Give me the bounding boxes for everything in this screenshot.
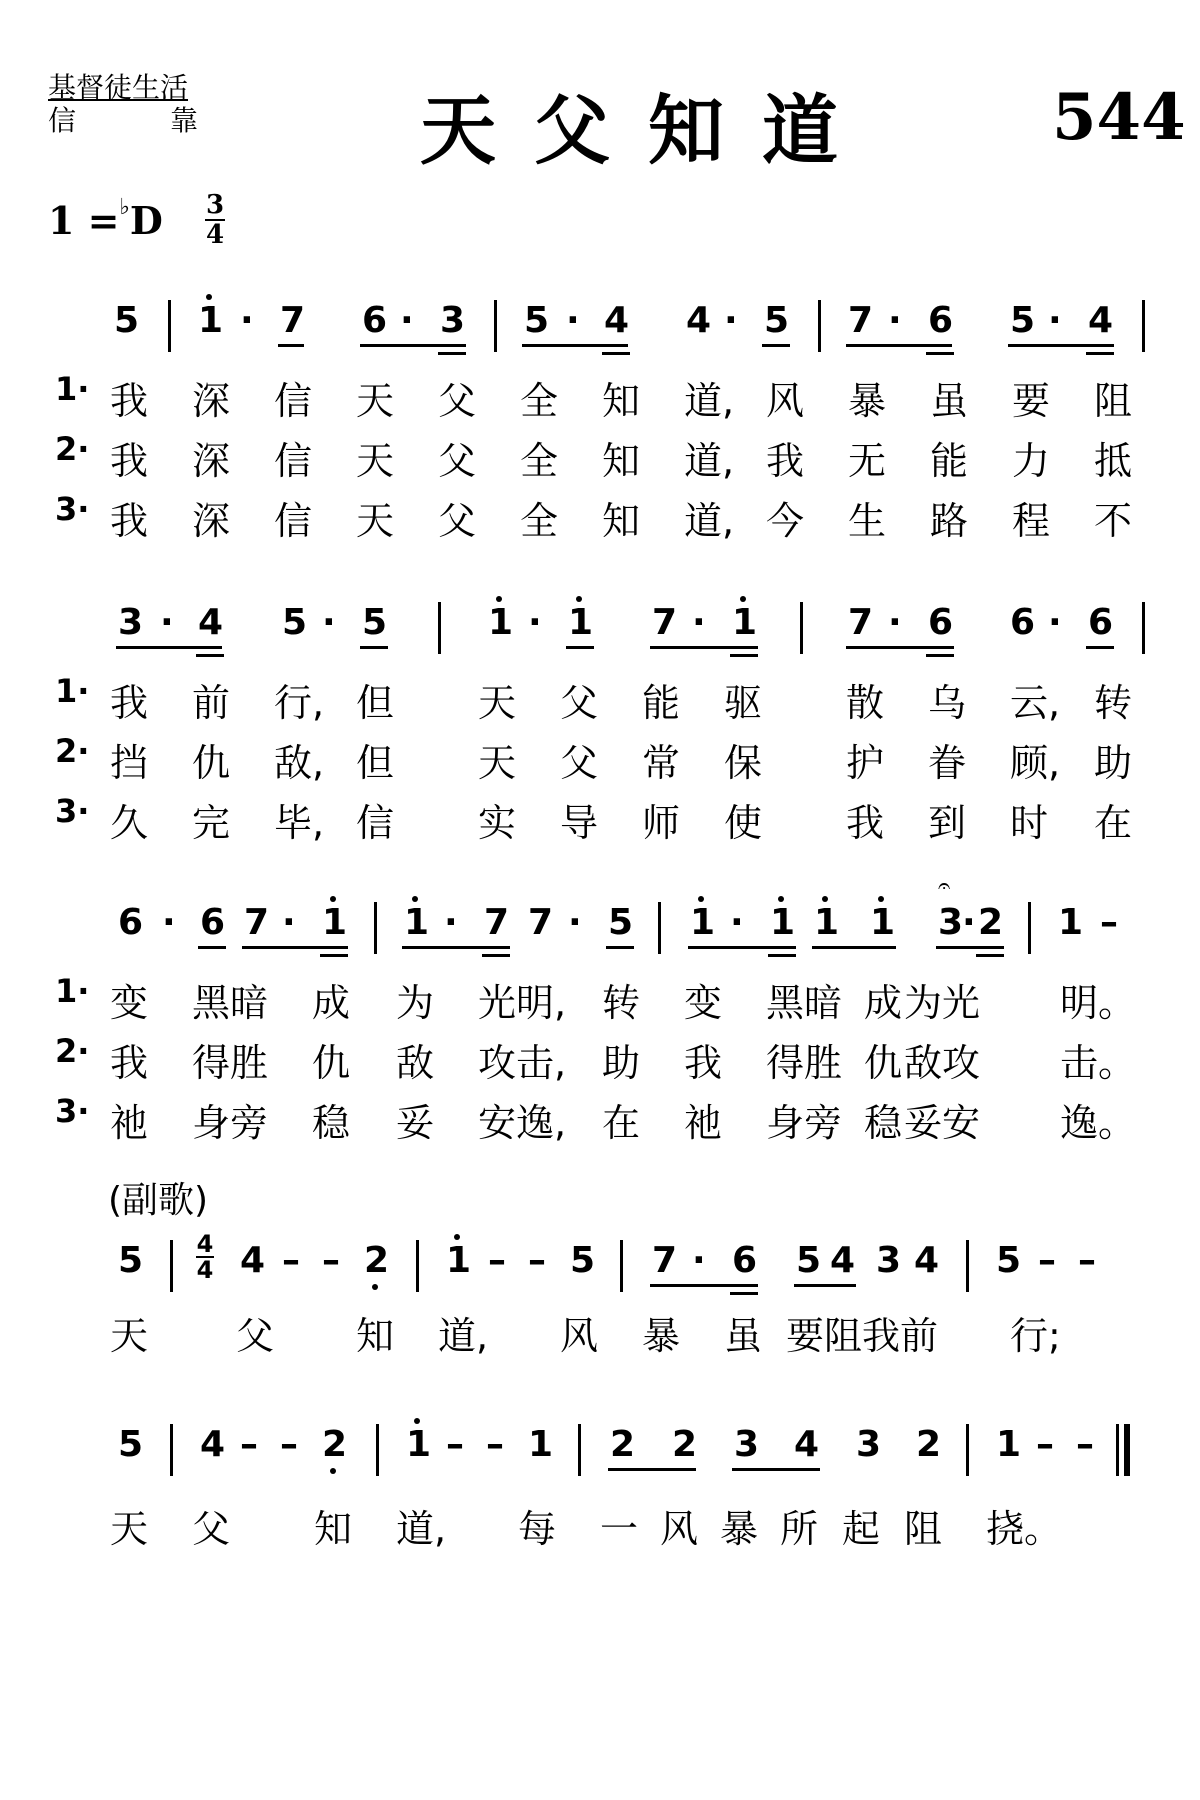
lyric: 为光 — [904, 981, 981, 1025]
lyric: 攻击, — [478, 1041, 567, 1085]
dot: · — [724, 300, 738, 341]
lyric: 在 — [1094, 801, 1133, 845]
hymn-number: 544 — [1052, 80, 1186, 155]
verse-1-line-3 — [0, 972, 1200, 1025]
note: 3 — [118, 602, 144, 643]
verse-2-line-3 — [0, 1032, 1200, 1085]
dot: · — [692, 1240, 706, 1281]
note: 6 — [928, 300, 954, 341]
lyric: 信 — [274, 379, 313, 423]
lyric: 敌 — [396, 1041, 435, 1085]
lyric: 驱 — [724, 681, 763, 725]
lyric: 成 — [864, 981, 903, 1025]
dot: · — [692, 602, 706, 643]
dot: · — [888, 300, 902, 341]
dash: – — [528, 1240, 546, 1281]
lyric: 知 — [356, 1314, 395, 1358]
lyric: 毕, — [274, 801, 325, 845]
note: 6 — [928, 602, 954, 643]
dot: · — [528, 602, 542, 643]
verse-2-line-1 — [0, 430, 1200, 483]
lyric: 师 — [642, 801, 681, 845]
lyric: 挡 — [110, 741, 149, 785]
lyric: 信 — [356, 801, 395, 845]
lyric: 知 — [602, 379, 641, 423]
note: 3 — [876, 1240, 902, 1281]
note: 7 — [848, 602, 874, 643]
lyric: 道, — [684, 439, 735, 483]
lyric: 信 — [274, 499, 313, 543]
dash: – — [1038, 1240, 1056, 1281]
lyric: 我 — [110, 379, 149, 423]
lyric: 黑暗 — [192, 981, 269, 1025]
note: 7 — [280, 300, 306, 341]
lyric: 风 — [560, 1314, 599, 1358]
fermata-icon: 𝄐 — [938, 874, 951, 899]
dot: · — [566, 300, 580, 341]
barline — [1142, 602, 1145, 654]
time-change: 4 4 — [196, 1230, 214, 1284]
hymn-title: 天父知道 — [420, 86, 876, 175]
lyric: 阻 — [1094, 379, 1133, 423]
note: 5 — [1010, 300, 1036, 341]
note: 5 — [524, 300, 550, 341]
barline — [800, 602, 803, 654]
note: 4 — [830, 1240, 856, 1281]
lyric: 转 — [1094, 681, 1133, 725]
note: 4 — [794, 1424, 820, 1465]
lyric: 仇 — [864, 1041, 903, 1085]
verse-number: 3· — [55, 490, 90, 528]
note: 1 — [404, 902, 430, 943]
lyric: 信 — [274, 439, 313, 483]
note: 6 — [362, 300, 388, 341]
dot: · — [888, 602, 902, 643]
lyric: 为 — [396, 981, 435, 1025]
dot: · — [730, 902, 744, 943]
lyric: 变 — [110, 981, 149, 1025]
subcategory-left: 信 — [48, 104, 77, 137]
lyric: 天 — [110, 1314, 149, 1358]
verse-3-line-2 — [0, 792, 1200, 845]
barline — [966, 1424, 969, 1476]
lyric: 深 — [192, 439, 231, 483]
barline — [374, 902, 377, 954]
note: 5 — [362, 602, 388, 643]
time-denominator: 4 — [205, 220, 225, 250]
barline — [438, 602, 441, 654]
lyric: 抵 — [1094, 439, 1133, 483]
lyric: 久 — [110, 801, 149, 845]
lyric: 暴 — [720, 1507, 759, 1551]
barline — [170, 1240, 173, 1292]
barline — [376, 1424, 379, 1476]
note: 1 — [770, 902, 796, 943]
barline — [494, 300, 497, 352]
chorus-line-2 — [0, 1498, 1200, 1551]
lyric: 天 — [478, 681, 517, 725]
lyric: 变 — [684, 981, 723, 1025]
note: 5 — [282, 602, 308, 643]
lyric: 击。 — [1060, 1041, 1137, 1085]
lyric: 深 — [192, 379, 231, 423]
dash: – — [1036, 1424, 1054, 1465]
lyric: 黑暗 — [766, 981, 843, 1025]
verse-1-line-1 — [0, 370, 1200, 423]
lyric: 虽 — [724, 1314, 763, 1358]
lyric: 得胜 — [192, 1041, 269, 1085]
dash: – — [486, 1424, 504, 1465]
note: 1 — [870, 902, 896, 943]
dash: – — [280, 1424, 298, 1465]
note: 6 — [1010, 602, 1036, 643]
lyric: 安逸, — [478, 1101, 567, 1145]
lyric: 我 — [110, 681, 149, 725]
note: 5 — [764, 300, 790, 341]
lyric: 散 — [846, 681, 885, 725]
dash: – — [322, 1240, 340, 1281]
note: 7 — [484, 902, 510, 943]
note: 6 — [732, 1240, 758, 1281]
note: 1 — [814, 902, 840, 943]
flat-sign: ♭ — [119, 195, 130, 221]
lyric: 我 — [684, 1041, 723, 1085]
dot: · — [400, 300, 414, 341]
lyric: 身旁 — [192, 1101, 269, 1145]
lyric: 暴 — [848, 379, 887, 423]
note: 1 — [198, 300, 224, 341]
verse-number: 1· — [55, 972, 90, 1010]
lyric: 天 — [356, 379, 395, 423]
note: 3 — [440, 300, 466, 341]
barline — [170, 1424, 173, 1476]
note: 4 — [200, 1424, 226, 1465]
dash: – — [1076, 1424, 1094, 1465]
lyric: 但 — [356, 681, 395, 725]
note: 7 — [528, 902, 554, 943]
chorus-line-1 — [0, 1305, 1200, 1358]
verse-3-line-3 — [0, 1092, 1200, 1145]
note: 5 — [114, 300, 140, 341]
lyric: 路 — [930, 499, 969, 543]
dot: · — [444, 902, 458, 943]
lyric: 实 — [478, 801, 517, 845]
lyric: 完 — [192, 801, 231, 845]
lyric: 生 — [848, 499, 887, 543]
key-prefix: 1 = — [48, 198, 120, 243]
note: 5 — [996, 1240, 1022, 1281]
lyric: 道, — [684, 379, 735, 423]
lyric: 风 — [766, 379, 805, 423]
notation-row-3 — [0, 874, 1200, 962]
notation-row-1 — [0, 300, 1200, 360]
lyric: 知 — [602, 499, 641, 543]
lyric: 稳 — [864, 1101, 903, 1145]
lyric: 使 — [724, 801, 763, 845]
lyric: 不 — [1094, 499, 1133, 543]
dot: · — [160, 602, 174, 643]
lyric: 祂 — [110, 1101, 149, 1145]
lyric: 全 — [520, 499, 559, 543]
notation-row-4 — [0, 1230, 1200, 1300]
lyric: 导 — [560, 801, 599, 845]
note: 6 — [1088, 602, 1114, 643]
note: 1 — [568, 602, 594, 643]
verse-number: 1· — [55, 672, 90, 710]
note: 3 — [734, 1424, 760, 1465]
verse-number: 3· — [55, 1092, 90, 1130]
barline — [1028, 902, 1031, 954]
note: 5 — [118, 1424, 144, 1465]
lyric: 转 — [602, 981, 641, 1025]
note: 2 — [322, 1424, 348, 1465]
note: 1 — [1058, 902, 1084, 943]
lyric: 深 — [192, 499, 231, 543]
lyric: 道, — [684, 499, 735, 543]
final-barline-thin — [1116, 1424, 1119, 1476]
dot: · — [1048, 300, 1062, 341]
lyric: 天 — [110, 1507, 149, 1551]
note: 3 — [856, 1424, 882, 1465]
verse-number: 3· — [55, 792, 90, 830]
lyric: 乌 — [928, 681, 967, 725]
dot: · — [322, 602, 336, 643]
note: 4 — [914, 1240, 940, 1281]
lyric: 敌, — [274, 741, 325, 785]
lyric: 逸。 — [1060, 1101, 1137, 1145]
dot: · — [240, 300, 254, 341]
barline — [966, 1240, 969, 1292]
lyric: 妥 — [396, 1101, 435, 1145]
lyric: 知 — [314, 1507, 353, 1551]
dash: – — [1078, 1240, 1096, 1281]
lyric: 道, — [396, 1507, 447, 1551]
lyric: 到 — [928, 801, 967, 845]
dot: · — [162, 902, 176, 943]
lyric: 行; — [1010, 1314, 1061, 1358]
note: 2 — [672, 1424, 698, 1465]
note: 4 — [686, 300, 712, 341]
lyric: 稳 — [312, 1101, 351, 1145]
key-signature — [48, 195, 163, 243]
lyric: 阻 — [904, 1507, 943, 1551]
lyric: 妥安 — [904, 1101, 981, 1145]
lyric: 在 — [602, 1101, 641, 1145]
note: 1 — [446, 1240, 472, 1281]
lyric: 暴 — [642, 1314, 681, 1358]
barline — [658, 902, 661, 954]
lyric: 助 — [1094, 741, 1133, 785]
note: 6 — [200, 902, 226, 943]
note: 7 — [244, 902, 270, 943]
note: 4 — [1088, 300, 1114, 341]
lyric: 无 — [848, 439, 887, 483]
lyric: 仇 — [192, 741, 231, 785]
lyric: 道, — [438, 1314, 489, 1358]
barline — [1142, 300, 1145, 352]
final-barline-thick — [1124, 1424, 1130, 1476]
note: 2 — [364, 1240, 390, 1281]
lyric: 光明, — [478, 981, 567, 1025]
lyric: 云, — [1010, 681, 1061, 725]
lyric: 全 — [520, 439, 559, 483]
lyric: 起 — [842, 1507, 881, 1551]
chorus-label: (副歌) — [108, 1180, 209, 1221]
lyric: 能 — [930, 439, 969, 483]
lyric: 常 — [642, 741, 681, 785]
lyric: 虽 — [930, 379, 969, 423]
lyric: 眷 — [928, 741, 967, 785]
lyric: 时 — [1010, 801, 1049, 845]
note: 7 — [652, 602, 678, 643]
lyric: 我 — [110, 499, 149, 543]
lyric: 所 — [780, 1507, 819, 1551]
lyric: 助 — [602, 1041, 641, 1085]
barline — [416, 1240, 419, 1292]
dash: – — [282, 1240, 300, 1281]
lyric: 明。 — [1060, 981, 1137, 1025]
verse-number: 2· — [55, 430, 90, 468]
dash: – — [240, 1424, 258, 1465]
lyric: 父 — [560, 681, 599, 725]
lyric: 一 — [600, 1507, 639, 1551]
lyric: 成 — [312, 981, 351, 1025]
lyric: 护 — [846, 741, 885, 785]
lyric: 仇 — [312, 1041, 351, 1085]
notation-row-2 — [0, 602, 1200, 662]
lyric: 父 — [560, 741, 599, 785]
lyric: 祂 — [684, 1101, 723, 1145]
lyric: 力 — [1012, 439, 1051, 483]
lyric: 我 — [110, 439, 149, 483]
note: 7 — [848, 300, 874, 341]
dash: – — [446, 1424, 464, 1465]
note: 7 — [652, 1240, 678, 1281]
lyric: 天 — [356, 439, 395, 483]
subcategory-right: 靠 — [170, 104, 199, 137]
lyric: 每 — [518, 1507, 557, 1551]
note: 2 — [916, 1424, 942, 1465]
lyric: 保 — [724, 741, 763, 785]
time-numerator: 3 — [205, 190, 225, 220]
note: 6 — [118, 902, 144, 943]
barline — [818, 300, 821, 352]
lyric: 得胜 — [766, 1041, 843, 1085]
lyric: 我 — [846, 801, 885, 845]
lyric: 但 — [356, 741, 395, 785]
lyric: 知 — [602, 439, 641, 483]
lyric: 挠。 — [986, 1507, 1063, 1551]
barline — [578, 1424, 581, 1476]
note: 5 — [570, 1240, 596, 1281]
lyric: 风 — [660, 1507, 699, 1551]
note: 2 — [610, 1424, 636, 1465]
key-letter: D — [129, 198, 163, 243]
time-signature — [205, 192, 225, 248]
lyric: 身旁 — [766, 1101, 843, 1145]
lyric: 程 — [1012, 499, 1051, 543]
lyric: 天 — [478, 741, 517, 785]
note: 1 — [732, 602, 758, 643]
note: 1 — [528, 1424, 554, 1465]
note: 4 — [604, 300, 630, 341]
lyric: 父 — [438, 379, 477, 423]
lyric: 父 — [438, 499, 477, 543]
verse-1-line-2 — [0, 672, 1200, 725]
lyric: 我 — [766, 439, 805, 483]
barline — [620, 1240, 623, 1292]
notation-row-5 — [0, 1424, 1200, 1484]
dash: – — [1100, 902, 1118, 943]
verse-3-line-1 — [0, 490, 1200, 543]
lyric: 要 — [1012, 379, 1051, 423]
lyric: 天 — [356, 499, 395, 543]
verse-number: 1· — [55, 370, 90, 408]
lyric: 父 — [438, 439, 477, 483]
note: 1 — [488, 602, 514, 643]
lyric: 能 — [642, 681, 681, 725]
note: 3 — [938, 902, 964, 943]
note: 1 — [322, 902, 348, 943]
note: 1 — [406, 1424, 432, 1465]
note: 5 — [796, 1240, 822, 1281]
note: 4 — [240, 1240, 266, 1281]
lyric: 父 — [192, 1507, 231, 1551]
lyric: 顾, — [1010, 741, 1061, 785]
lyric: 全 — [520, 379, 559, 423]
verse-2-line-2 — [0, 732, 1200, 785]
note: 5 — [608, 902, 634, 943]
note: 1 — [690, 902, 716, 943]
verse-number: 2· — [55, 1032, 90, 1070]
note: 5 — [118, 1240, 144, 1281]
lyric: 要阻我前 — [786, 1314, 939, 1358]
verse-number: 2· — [55, 732, 90, 770]
lyric: 敌攻 — [904, 1041, 981, 1085]
dot: · — [568, 902, 582, 943]
lyric: 行, — [274, 681, 325, 725]
note: 1 — [996, 1424, 1022, 1465]
dot: · — [1048, 602, 1062, 643]
lyric: 父 — [236, 1314, 275, 1358]
note: 4 — [198, 602, 224, 643]
note: 2 — [978, 902, 1004, 943]
lyric: 前 — [192, 681, 231, 725]
dash: – — [488, 1240, 506, 1281]
lyric: 今 — [766, 499, 805, 543]
dot: · — [282, 902, 296, 943]
barline — [168, 300, 171, 352]
lyric: 我 — [110, 1041, 149, 1085]
category-label: 基督徒生活 — [48, 71, 189, 104]
dot: · — [962, 902, 976, 943]
